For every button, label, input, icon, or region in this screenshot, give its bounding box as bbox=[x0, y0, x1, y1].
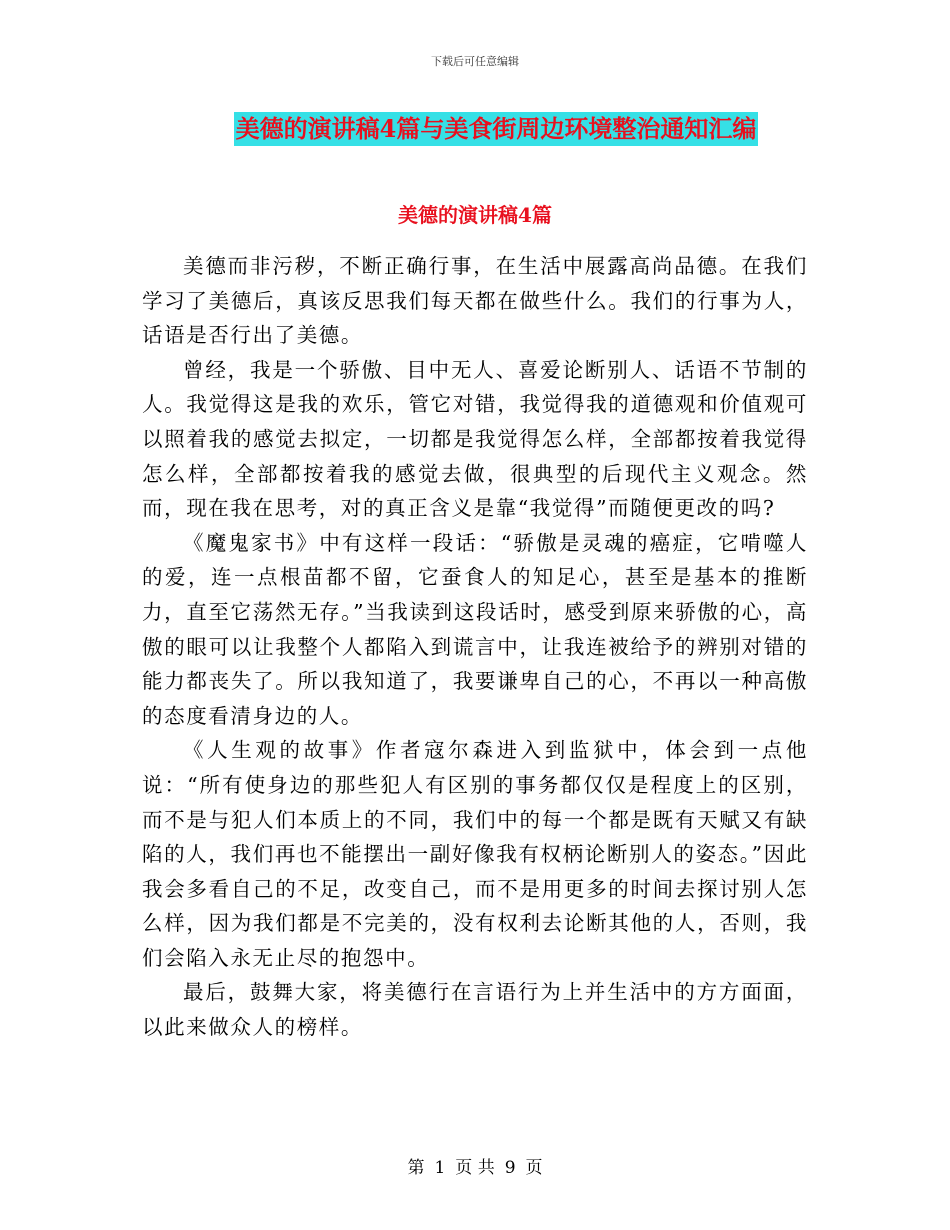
paragraph: 曾经，我是一个骄傲、目中无人、喜爱论断别人、话语不节制的人。我觉得这是我的欢乐，管它对错，我觉得我的道德观和价值观可以照着我的感觉去拟定，一切都是我觉得怎么样，全部都按着我觉得怎么样，全部都按着我的感觉去做，很典型的后现代主义观念。然而，现在我在思考，对的真正含义是靠“我觉得”而随便更改的吗? bbox=[142, 357, 808, 521]
footer-prefix: 第 bbox=[407, 1158, 425, 1178]
document-title-container bbox=[0, 112, 950, 146]
paragraph: 美德而非污秽，不断正确行事，在生活中展露高尚品德。在我们学习了美德后，真该反思我们每天都在做些什么。我们的行事为人，话语是否行出了美德。 bbox=[142, 254, 808, 348]
section-title: 美德的演讲稿4篇 bbox=[398, 203, 552, 227]
paragraph: 《人生观的故事》作者寇尔森进入到监狱中，体会到一点他说：“所有使身边的那些犯人有区别的事务都仅仅是程度上的区别，而不是与犯人们本质上的不同，我们中的每一个都是既有天赋又有缺陷的人，我们再也不能摆出一副好像我有权柄论断别人的姿态。”因此我会多看自己的不足，改变自己，而不是用更多的时间去探讨别人怎么样，因为我们都是不完美的，没有权利去论断其他的人，否则，我们会陷入永无止尽的抱怨中。 bbox=[142, 738, 808, 970]
footer-page-number: 1 bbox=[434, 1158, 446, 1178]
footer-total-pages: 9 bbox=[504, 1158, 516, 1178]
footer-middle: 页 共 bbox=[455, 1158, 495, 1178]
paragraph: 《魔鬼家书》中有这样一段话：“骄傲是灵魂的癌症，它啃噬人的爱，连一点根苗都不留，它蚕食人的知足心，甚至是基本的推断力，直至它荡然无存。”当我读到这段话时，感受到原来骄傲的心，高傲的眼可以让我整个人都陷入到谎言中，让我连被给予的辨别对错的能力都丧失了。所以我知道了，我要谦卑自己的心，不再以一种高傲的态度看清身边的人。 bbox=[142, 530, 808, 728]
page-header-note: 下载后可任意编辑 bbox=[431, 55, 519, 68]
document-title: 美德的演讲稿4篇与美食街周边环境整治通知汇编 bbox=[234, 112, 759, 146]
page-footer bbox=[0, 1153, 950, 1178]
document-body bbox=[142, 249, 808, 1045]
footer-suffix: 页 bbox=[525, 1158, 543, 1178]
paragraph: 最后，鼓舞大家，将美德行在言语行为上并生活中的方方面面，以此来做众人的榜样。 bbox=[142, 980, 808, 1040]
